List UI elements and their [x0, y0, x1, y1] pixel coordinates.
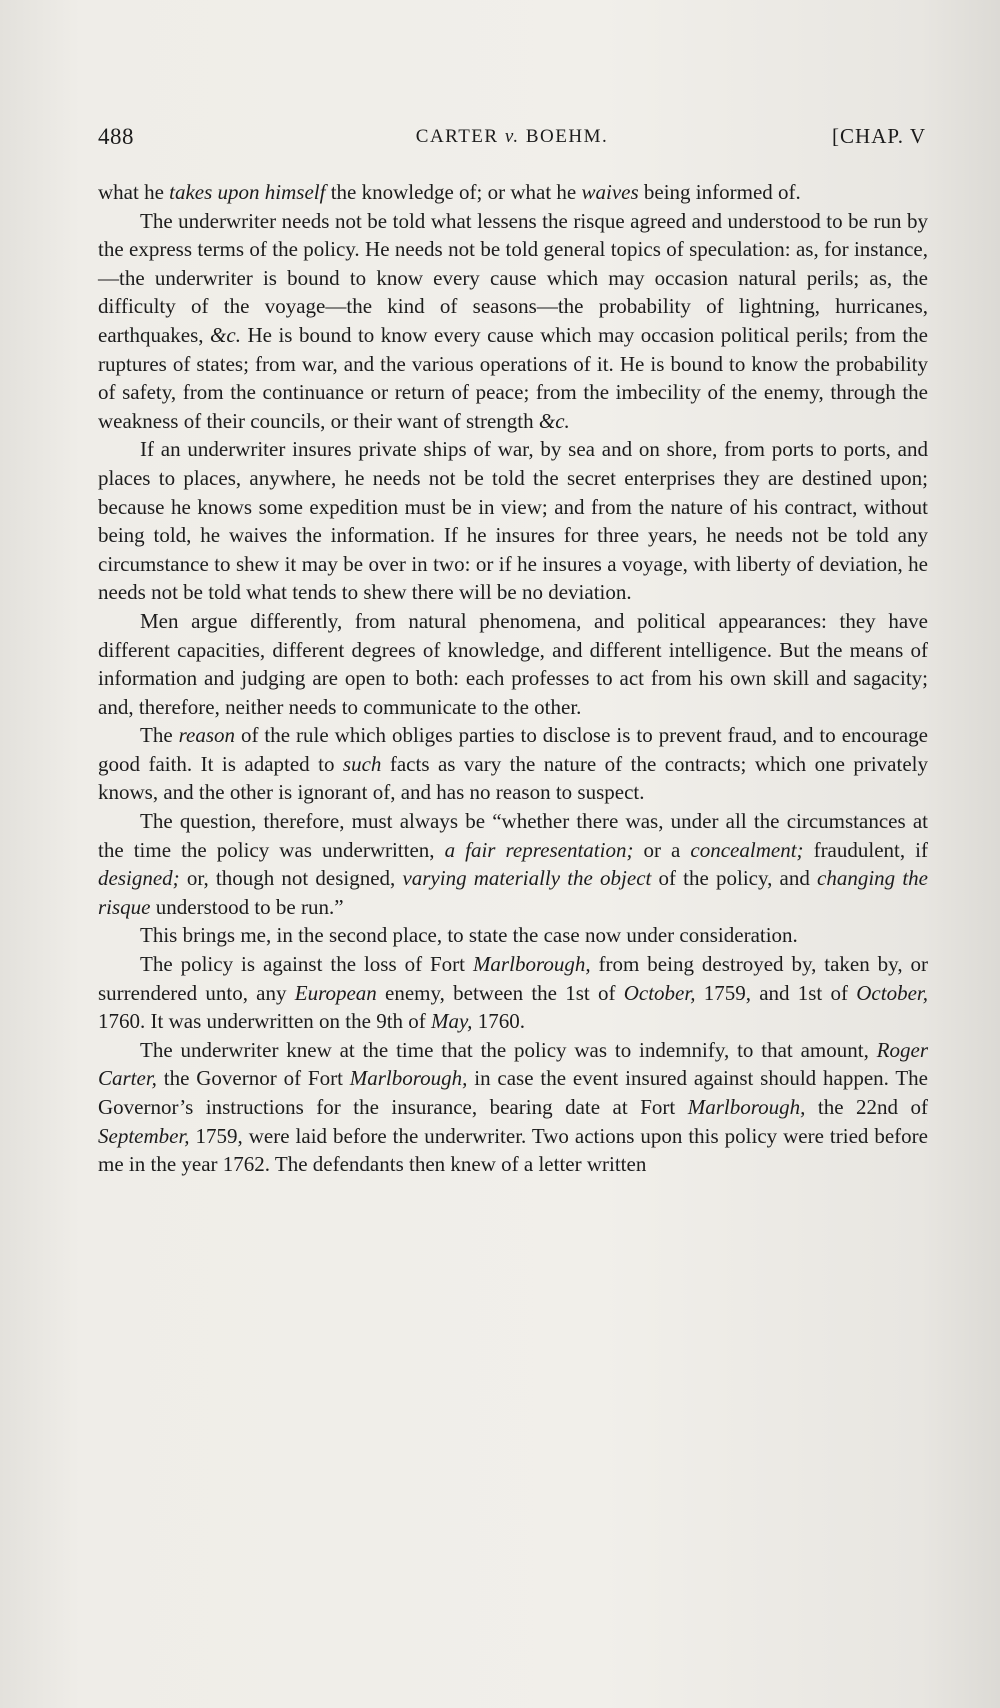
text-run: being informed of.	[638, 180, 801, 204]
paragraph	[98, 721, 928, 807]
italic-text: Roger Carter,	[98, 1037, 928, 1091]
text-run: fraudulent, if	[803, 837, 928, 862]
italic-text: reason	[178, 723, 236, 748]
page-header	[98, 124, 926, 158]
italic-text: Marlborough,	[349, 1066, 468, 1091]
text-run: Men argue differently, from natural phenomena, and political appearances: they have different capacities, different degrees of knowledge, and different intelligence. But the means of information and judging are open to both: each professes to act from his own skill and sagacity; and, therefore, neither needs to communicate to the other.	[98, 608, 928, 719]
paragraph	[98, 607, 928, 721]
paragraph	[98, 178, 928, 207]
italic-text: varying materially the object	[402, 866, 652, 891]
paragraph	[98, 435, 928, 607]
italic-text: concealment;	[690, 837, 804, 862]
paragraph	[98, 921, 928, 950]
italic-text: October,	[623, 980, 696, 1005]
text-run: of the policy, and	[651, 866, 818, 891]
text-run: The	[140, 723, 179, 748]
paragraph	[98, 807, 928, 921]
text-run: the 22nd of	[805, 1095, 929, 1119]
text-run: from being destroyed by, taken by, or surrendered unto, any	[98, 952, 928, 1005]
italic-text: takes upon himself	[169, 180, 326, 204]
text-run: 1760. It was underwritten on the 9th of	[98, 1009, 432, 1034]
page-number: 488	[98, 124, 134, 149]
text-run: the Governor of Fort	[156, 1066, 350, 1091]
italic-text: October,	[856, 980, 928, 1005]
italic-text: such	[342, 751, 382, 776]
text-run: The question, therefore, must always be “whether there was, under all the circumstances at the time the policy was underwritten,	[98, 809, 928, 862]
running-title-versus: v.	[504, 126, 520, 147]
text-run: understood to be run.”	[150, 894, 344, 919]
text-run: This brings me, in the second place, to state the case now under consideration.	[140, 923, 798, 948]
text-run: If an underwriter insures private ships of war, by sea and on shore, from ports to ports, and places to places, anywhere, he needs not be told the secret enterprises they are destined upon; because he knows some expedition must be in view; and from the nature of his contract, without being told, he waives the information. If he insures for three years, he needs not be told any circumstance to shew it may be over in two: or if he insures a voyage, with liberty of deviation, he needs not be told what tends to shew there will be no deviation.	[98, 437, 928, 605]
text-run: what he	[98, 180, 170, 204]
chapter-reference: [CHAP. V	[832, 124, 926, 148]
running-title-part-a: CARTER	[415, 126, 505, 147]
text-run: The underwriter needs not be told what lessens the risque agreed and understood to be run by the express terms of the policy. He needs not be told general topics of speculation: as, for instance,—the underwriter is bound to know every cause which may occasion natural perils; as, the difficulty of the voyage—the kind of seasons—the probability of lightning, hurricanes, earthquakes,	[98, 208, 928, 347]
text-run: the knowledge of; or what he	[325, 180, 582, 204]
text-run: or a	[633, 837, 691, 862]
italic-text: a fair representation;	[444, 837, 634, 862]
text-run: 1759, and 1st of	[695, 980, 857, 1005]
text-run: in case the event insured against should happen. The Governor’s instructions for the insurance, bearing date at Fort	[98, 1066, 928, 1119]
paragraph	[98, 1036, 928, 1179]
text-run: The underwriter knew at the time that the policy was to indemnify, to that amount,	[140, 1037, 877, 1062]
italic-text: May,	[431, 1009, 473, 1034]
running-title	[98, 126, 926, 148]
italic-text: designed;	[98, 866, 180, 891]
paragraph	[98, 950, 928, 1036]
italic-text: European	[294, 980, 377, 1005]
italic-text: September,	[98, 1123, 190, 1148]
running-title-part-b: BOEHM.	[519, 126, 609, 147]
italic-text: Marlborough,	[472, 952, 591, 977]
text-run: The policy is against the loss of Fort	[140, 952, 473, 977]
text-run: enemy, between the 1st of	[376, 980, 624, 1005]
text-run: 1760.	[472, 1009, 525, 1034]
text-run: He is bound to know every cause which may occasion political perils; from the ruptures of states; from war, and the various operations of it. He is bound to know the probability of safety, from the continuance or return of peace; from the imbecility of the enemy, through the weakness of their councils, or their want of strength	[98, 322, 928, 433]
text-run: facts as vary the nature of the contracts; which one privately knows, and the other is ignorant of, and has no reason to suspect.	[98, 751, 928, 805]
text-run: 1759, were laid before the underwriter. Two actions upon this policy were tried before me in the year 1762. The defendants then knew of a letter written	[98, 1123, 928, 1177]
paragraph	[98, 207, 928, 436]
body-text	[98, 178, 928, 1179]
italic-text: waives	[581, 180, 639, 204]
italic-text: Marlborough,	[687, 1095, 806, 1119]
italic-text: &c.	[210, 322, 241, 347]
text-run: or, though not designed,	[179, 866, 403, 891]
text-run: of the rule which obliges parties to disclose is to prevent fraud, and to encourage good faith. It is adapted to	[98, 723, 929, 776]
italic-text: changing the risque	[98, 866, 928, 919]
italic-text: &c.	[538, 408, 570, 433]
